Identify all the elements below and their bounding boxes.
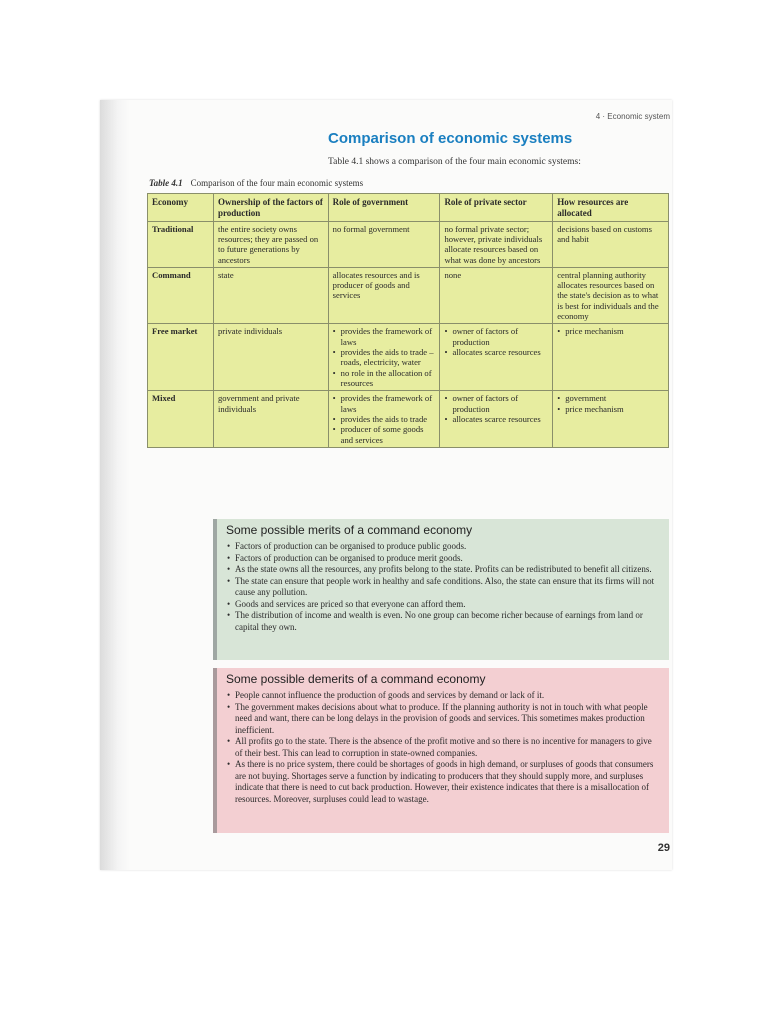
cell-bullet-item: • provides the aids to trade bbox=[341, 414, 436, 424]
table-caption-text: Comparison of the four main economic systems bbox=[190, 178, 364, 188]
demerit-item: • People cannot influence the production of goods and services by demand or lack of it. bbox=[235, 690, 661, 702]
cell-bullet-item: • government bbox=[565, 393, 664, 403]
demerit-item: • The government makes decisions about what to produce. If the planning authority is not in touch with what people need and want, there can be long delays in the provision of goods and services. This sometimes makes production inefficient. bbox=[235, 702, 661, 737]
cell-allocation: decisions based on customs and habit bbox=[553, 221, 669, 267]
cell-economy: Command bbox=[148, 267, 214, 324]
cell-ownership: the entire society owns resources; they are passed on to future generations by ancestors bbox=[213, 221, 328, 267]
merits-box bbox=[213, 519, 669, 660]
economic-systems-table bbox=[147, 193, 669, 448]
table-caption-number: Table 4.1 bbox=[149, 178, 183, 188]
header-private-sector: Role of private sector bbox=[440, 194, 553, 222]
cell-allocation: central planning authority allocates resources based on the state's decision as to what is best for individuals and the economy bbox=[553, 267, 669, 324]
cell-bullet-item: • no role in the allocation of resources bbox=[341, 368, 436, 389]
merit-item: • The state can ensure that people work in healthy and safe conditions. Also, the state can ensure that its firms will not cause any pollution. bbox=[235, 576, 661, 599]
cell-private bbox=[440, 391, 553, 448]
table-row bbox=[148, 324, 669, 391]
cell-bullet-item: • owner of factors of production bbox=[452, 326, 548, 347]
cell-bullet-item: • allocates scarce resources bbox=[452, 414, 548, 424]
cell-bullet-list bbox=[557, 326, 664, 336]
table-header-row bbox=[148, 194, 669, 222]
header-economy: Economy bbox=[148, 194, 214, 222]
section-title: Comparison of economic systems bbox=[328, 130, 573, 147]
header-allocation: How resources are allocated bbox=[553, 194, 669, 222]
cell-economy: Traditional bbox=[148, 221, 214, 267]
cell-ownership: state bbox=[213, 267, 328, 324]
cell-allocation bbox=[553, 324, 669, 391]
demerits-box bbox=[213, 668, 669, 833]
page-number: 29 bbox=[657, 842, 670, 854]
merits-title: Some possible merits of a command economy bbox=[226, 523, 473, 537]
merit-item: • As the state owns all the resources, any profits belong to the state. Profits can be redistributed to benefit all citizens. bbox=[235, 564, 661, 576]
cell-ownership: government and private individuals bbox=[213, 391, 328, 448]
cell-bullet-list bbox=[444, 326, 548, 357]
cell-economy: Free market bbox=[148, 324, 214, 391]
cell-private bbox=[440, 324, 553, 391]
cell-bullet-list bbox=[333, 326, 436, 388]
cell-private: none bbox=[440, 267, 553, 324]
demerit-item: • As there is no price system, there could be shortages of goods in high demand, or surpluses of goods that consumers are not buying. Shortages serve a function by indicating to producers that they should supply more, and surpluses indicate that there is need to cut back production. However, their existence indicates that there is a misallocation of resources. Moreover, surpluses could lead to wastage. bbox=[235, 759, 661, 805]
intro-text: Table 4.1 shows a comparison of the four main economic systems: bbox=[328, 157, 581, 167]
cell-bullet-list bbox=[333, 393, 436, 445]
table-row bbox=[148, 391, 669, 448]
cell-bullet-item: • producer of some goods and services bbox=[341, 424, 436, 445]
merits-list bbox=[226, 541, 661, 633]
merit-item: • Factors of production can be organised to produce merit goods. bbox=[235, 553, 661, 565]
cell-bullet-list bbox=[557, 393, 664, 414]
cell-private: no formal private sector; however, private individuals allocate resources based on what was done by ancestors bbox=[440, 221, 553, 267]
table-row bbox=[148, 267, 669, 324]
cell-allocation bbox=[553, 391, 669, 448]
table-row bbox=[148, 221, 669, 267]
cell-bullet-item: • price mechanism bbox=[565, 326, 664, 336]
cell-ownership: private individuals bbox=[213, 324, 328, 391]
cell-government: no formal government bbox=[328, 221, 440, 267]
cell-economy: Mixed bbox=[148, 391, 214, 448]
cell-bullet-item: • provides the framework of laws bbox=[341, 393, 436, 414]
table-caption bbox=[149, 178, 363, 188]
demerits-title: Some possible demerits of a command economy bbox=[226, 672, 486, 686]
cell-bullet-item: • provides the aids to trade – roads, electricity, water bbox=[341, 347, 436, 368]
merit-item: • Goods and services are priced so that everyone can afford them. bbox=[235, 599, 661, 611]
cell-bullet-item: • provides the framework of laws bbox=[341, 326, 436, 347]
header-government: Role of government bbox=[328, 194, 440, 222]
cell-bullet-list bbox=[444, 393, 548, 424]
merit-item: • The distribution of income and wealth is even. No one group can become richer because of earnings from land or capital they own. bbox=[235, 610, 661, 633]
cell-government bbox=[328, 391, 440, 448]
cell-bullet-item: • allocates scarce resources bbox=[452, 347, 548, 357]
page-spine-shadow bbox=[100, 100, 130, 870]
cell-bullet-item: • price mechanism bbox=[565, 404, 664, 414]
demerits-list bbox=[226, 690, 661, 805]
header-ownership: Ownership of the factors of production bbox=[213, 194, 328, 222]
cell-government: allocates resources and is producer of goods and services bbox=[328, 267, 440, 324]
cell-bullet-item: • owner of factors of production bbox=[452, 393, 548, 414]
merit-item: • Factors of production can be organised to produce public goods. bbox=[235, 541, 661, 553]
cell-government bbox=[328, 324, 440, 391]
demerit-item: • All profits go to the state. There is the absence of the profit motive and so there is no incentive for managers to give of their best. This can lead to corruption in state-owned companies. bbox=[235, 736, 661, 759]
running-head: 4 · Economic system bbox=[595, 112, 670, 121]
